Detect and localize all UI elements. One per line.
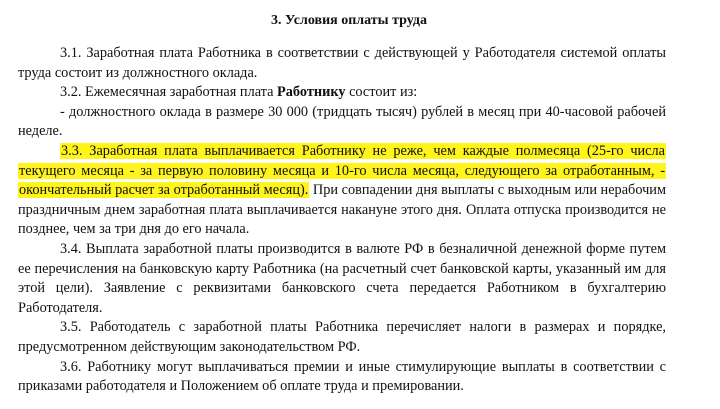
paragraph-3-3 (18, 142, 666, 240)
paragraph-3-5: 3.5. Работодатель с заработной платы Работника перечисляет налоги в размерах и порядке, предусмотренном действующим законодательством РФ. (18, 319, 666, 355)
paragraph-3-2-text: 3.2. Ежемесячная заработная плата (60, 84, 278, 101)
paragraph-3-2-bold-term: Работнику (277, 84, 346, 101)
highlighted-text: 3.3. Заработная плата выплачивается Работнику не реже, чем каждые полмесяца (25-го числа текущего месяца - за первую половину месяца и 10-го числа месяца, следующего за отработанным, - окончательный расчет за отработанный месяц). (19, 142, 665, 199)
paragraph-3-6: 3.6. Работнику могут выплачиваться премии и иные стимулирующие выплаты в соответствии с приказами работодателя и Положением об оплате труда и премировании. (18, 358, 666, 395)
paragraph-3-1: 3.1. Заработная плата Работника в соответствии с действующей у Работодателя системой оплаты труда состоит из должностного оклада. (18, 45, 666, 81)
paragraph-3-4: 3.4. Выплата заработной платы производится в валюте РФ в безналичной денежной форме путем ее перечисления на банковскую карту Работника (на расчетный счет банковской карты, указанный им для этой цели). Заявление с реквизитами банковского счета передается Работником в бухгалтерию Работодателя. (18, 240, 666, 316)
paragraph-3-2-tail: состоит из: (345, 84, 418, 101)
paragraph-3-2 (18, 83, 666, 103)
section-title: 3. Условия оплаты труда (271, 13, 427, 28)
document-page (18, 0, 666, 397)
paragraph-3-2-item: - должностного оклада в размере 30 000 (тридцать тысяч) рублей в месяц при 40-часовой рабочей неделе. (18, 103, 666, 140)
paragraph-3-3-rest: При совпадении дня выплаты с выходным или нерабочим праздничным днем заработная плата выплачивается накануне этого дня. Оплата отпуска производится не позднее, чем за три дня до его начала. (18, 182, 666, 238)
document-body (18, 44, 666, 397)
